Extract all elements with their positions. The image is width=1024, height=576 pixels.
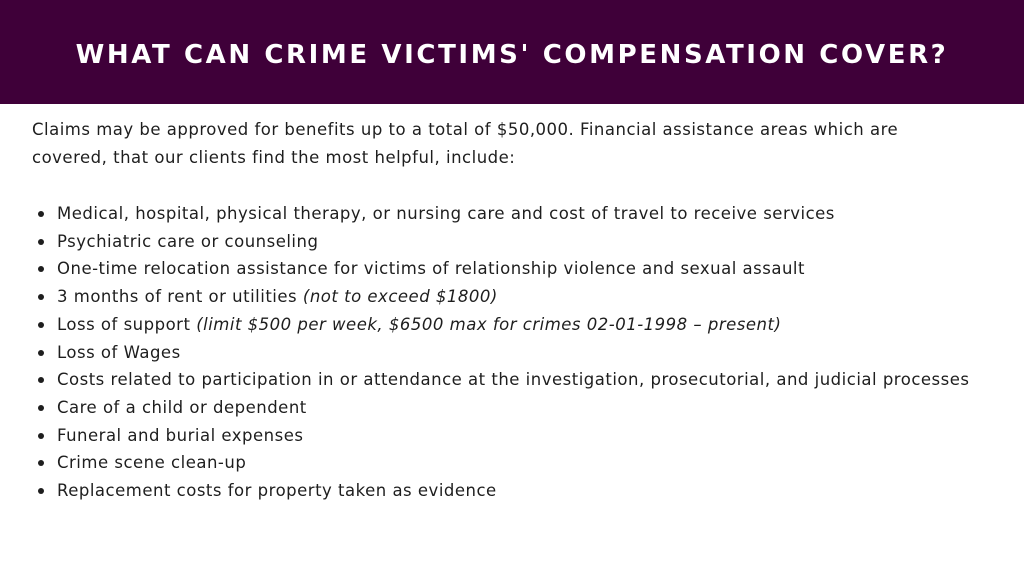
list-item-text: One-time relocation assistance for victims of relationship violence and sexual assault bbox=[57, 259, 805, 279]
list-item bbox=[32, 477, 972, 505]
list-item-text: Medical, hospital, physical therapy, or nursing care and cost of travel to receive services bbox=[57, 204, 835, 223]
bullet-icon bbox=[38, 239, 44, 245]
list-item bbox=[32, 200, 972, 228]
list-item-note: (limit $500 per week, $6500 max for crimes 02-01-1998 – present) bbox=[196, 314, 782, 334]
content-area bbox=[32, 116, 972, 501]
bullet-icon bbox=[38, 211, 44, 217]
page-title: WHAT CAN CRIME VICTIMS' COMPENSATION COVER? bbox=[75, 40, 949, 70]
list-item-text: Crime scene clean-up bbox=[57, 453, 247, 473]
list-item-text: Costs related to participation in or attendance at the investigation, prosecutorial, and judicial processes bbox=[57, 370, 970, 390]
bullet-icon bbox=[38, 266, 44, 272]
list-item bbox=[32, 449, 972, 477]
list-item bbox=[32, 422, 972, 450]
list-item-text: Replacement costs for property taken as evidence bbox=[57, 481, 497, 501]
list-item bbox=[32, 311, 972, 339]
list-item-text: 3 months of rent or utilities bbox=[57, 287, 303, 307]
title-banner bbox=[0, 0, 1024, 104]
list-item-text: Funeral and burial expenses bbox=[57, 425, 304, 445]
intro-paragraph: Claims may be approved for benefits up to a total of $50,000. Financial assistance areas which are covered, that our clients find the most helpful, include: bbox=[32, 120, 899, 167]
list-item bbox=[32, 366, 972, 394]
list-item bbox=[32, 339, 972, 367]
bullet-icon bbox=[38, 488, 44, 494]
bullet-icon bbox=[38, 433, 44, 439]
bullet-icon bbox=[38, 322, 44, 328]
list-item bbox=[32, 283, 972, 311]
list-item-text: Care of a child or dependent bbox=[57, 397, 307, 417]
bullet-icon bbox=[38, 460, 44, 466]
bullet-icon bbox=[38, 405, 44, 411]
list-item-text: Psychiatric care or counseling bbox=[57, 231, 319, 251]
list-item-note: (not to exceed $1800) bbox=[302, 287, 498, 307]
list-item bbox=[32, 228, 972, 256]
benefits-list bbox=[32, 200, 972, 505]
list-item-text: Loss of support bbox=[57, 314, 197, 334]
list-item-text: Loss of Wages bbox=[57, 342, 181, 362]
list-item bbox=[32, 394, 972, 422]
bullet-icon bbox=[38, 350, 44, 356]
bullet-icon bbox=[38, 377, 44, 383]
list-item bbox=[32, 255, 972, 283]
bullet-icon bbox=[38, 294, 44, 300]
